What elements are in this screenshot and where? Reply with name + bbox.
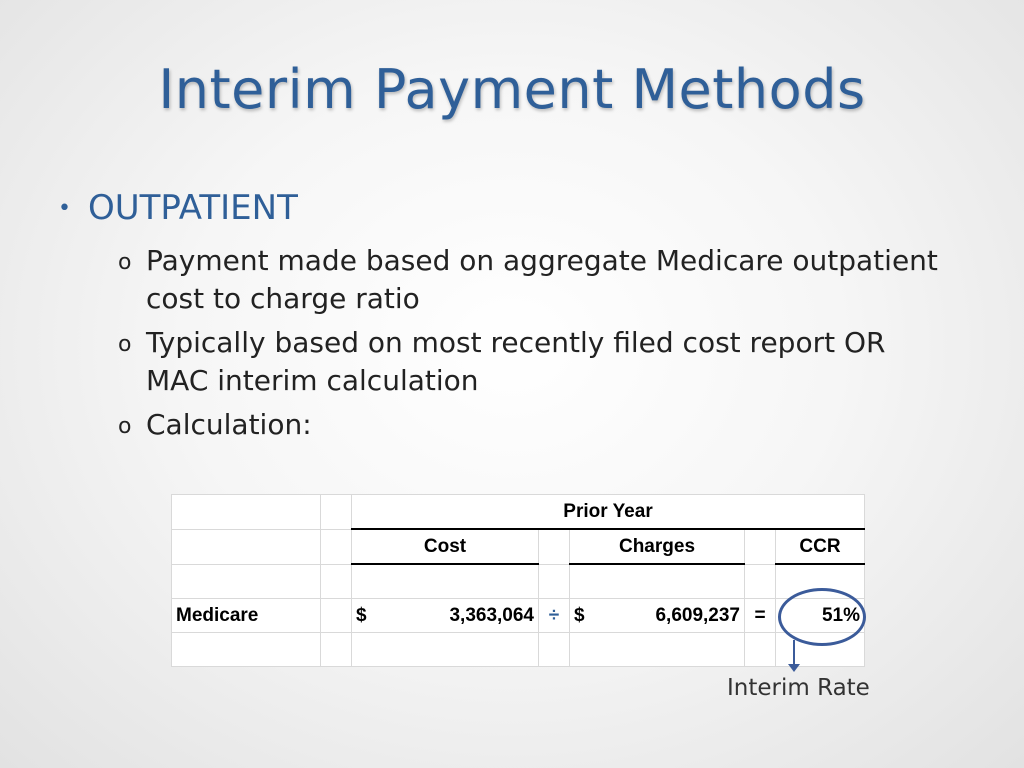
sub-bullet-marker-icon: o [118, 250, 132, 275]
charges-cell [570, 599, 745, 633]
table-row [172, 495, 865, 530]
group-header-prior-year: Prior Year [352, 495, 865, 530]
cost-cell [352, 599, 539, 633]
sub-bullet-text: Payment made based on aggregate Medicare outpatient cost to charge ratio [146, 244, 938, 315]
sub-bullet-2 [118, 324, 958, 400]
slide-title: Interim Payment Methods [158, 58, 866, 121]
sub-bullet-marker-icon: o [118, 414, 132, 439]
col-header-ccr: CCR [776, 529, 865, 564]
sub-bullet-text: Typically based on most recently filed cost report OR MAC interim calculation [146, 326, 886, 397]
divide-operator: ÷ [539, 599, 570, 633]
highlight-circle [778, 588, 866, 646]
table-row [172, 633, 865, 667]
currency-symbol: $ [356, 604, 367, 626]
col-header-charges: Charges [570, 529, 745, 564]
currency-symbol: $ [574, 604, 585, 626]
sub-bullet-1 [118, 242, 958, 318]
table-row [172, 564, 865, 599]
ccr-calculation-table [171, 494, 865, 667]
col-header-cost: Cost [352, 529, 539, 564]
sub-bullet-text: Calculation: [146, 408, 312, 441]
table-row [172, 529, 865, 564]
sub-bullet-marker-icon: o [118, 332, 132, 357]
arrow-down-icon [788, 664, 800, 672]
bullet-dot-icon: • [58, 195, 71, 221]
table-row [172, 599, 865, 633]
charges-value: 6,609,237 [655, 604, 740, 626]
row-label-medicare: Medicare [172, 599, 321, 633]
ccr-value: 51% [776, 599, 865, 633]
interim-rate-label: Interim Rate [727, 675, 870, 701]
equals-operator: = [745, 599, 776, 633]
cost-value: 3,363,064 [449, 604, 534, 626]
bullet-outpatient [58, 188, 298, 228]
bullet-label: OUTPATIENT [88, 188, 298, 228]
sub-bullet-3 [118, 406, 958, 446]
